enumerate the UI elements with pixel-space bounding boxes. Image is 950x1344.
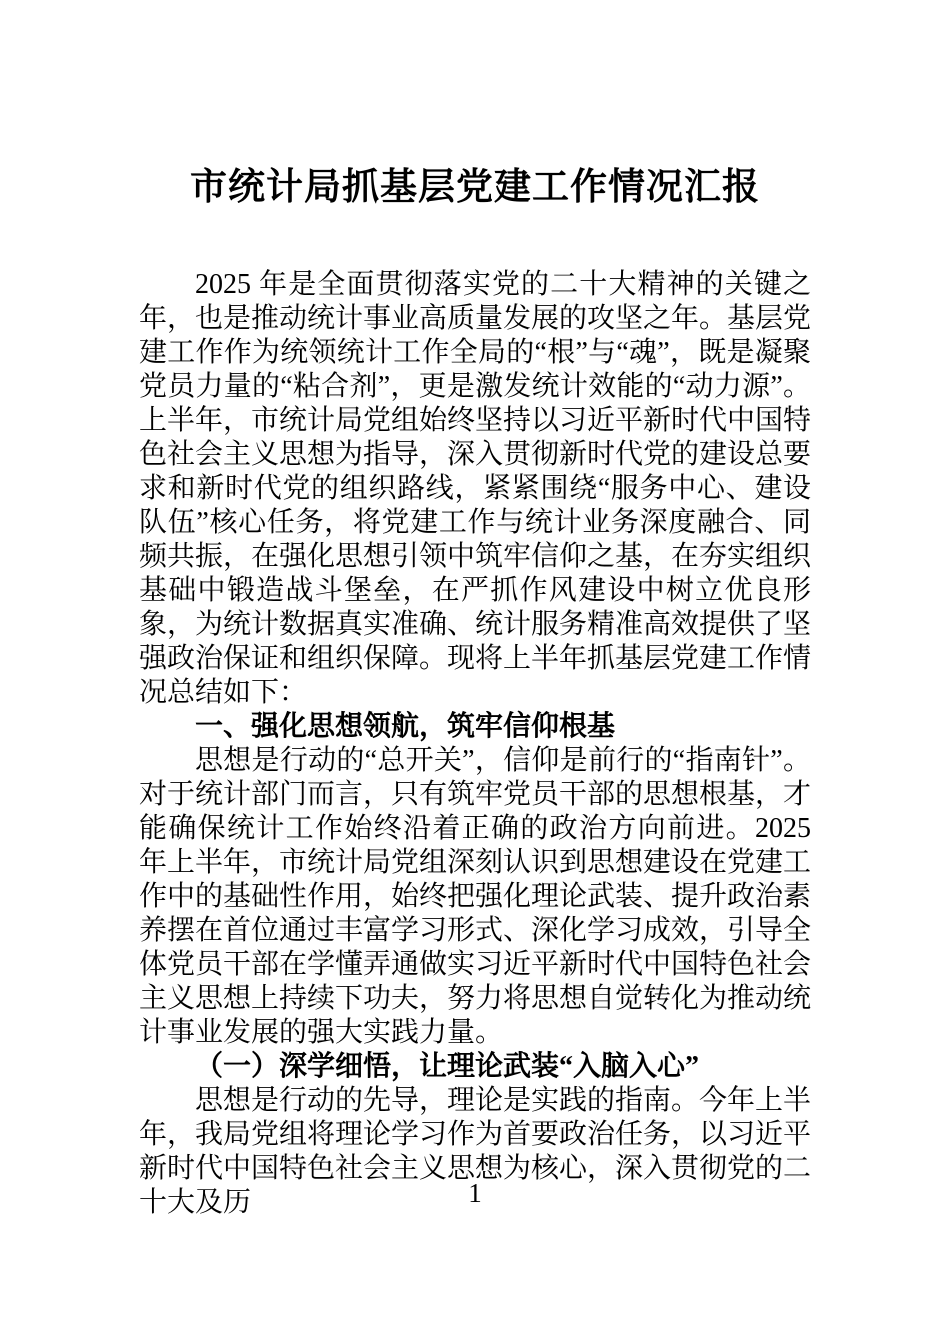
section-heading-1: 一、强化思想领航，筑牢信仰根基 xyxy=(195,711,616,742)
page-number: 1 xyxy=(468,1178,482,1208)
subsection-heading-1-1: （一）深学细悟，让理论武装“入脑入心” xyxy=(195,1051,700,1082)
section-1-paragraph: 思想是行动的“总开关”，信仰是前行的“指南针”。对于统计部门而言，只有筑牢党员干部的思想根基，才能确保统计工作始终沿着正确的政治方向前进。2025 年上半年，市统计局党组深刻认识到思想建设在党建工作中的基础性作用，始终把强化理论武装、提升政治素养摆在首位通过丰富学习形式、深化学习成效，引导全体党员干部在学懂弄通做实习近平新时代中国特色社会主义思想上持续下功夫，努力将思想自觉转化为推动统计事业发展的强大实践力量。 xyxy=(139,745,812,1048)
subsection-1-1-paragraph: 思想是行动的先导，理论是实践的指南。今年上半年，我局党组将理论学习作为首要政治任务，以习近平新时代中国特色社会主义思想为核心，深入贯彻党的二十大及历 xyxy=(139,1085,812,1218)
intro-paragraph: 2025 年是全面贯彻落实党的二十大精神的关键之年，也是推动统计事业高质量发展的攻坚之年。基层党建工作作为统领统计工作全局的“根”与“魂”，既是凝聚党员力量的“粘合剂”，更是激发统计效能的“动力源”。上半年，市统计局党组始终坚持以习近平新时代中国特色社会主义思想为指导，深入贯彻新时代党的建设总要求和新时代党的组织路线，紧紧围绕“服务中心、建设队伍”核心任务，将党建工作与统计业务深度融合、同频共振，在强化思想引领中筑牢信仰之基，在夯实组织基础中锻造战斗堡垒，在严抓作风建设中树立优良形象，为统计数据真实准确、统计服务精准高效提供了坚强政治保证和组织保障。现将上半年抓基层党建工作情况总结如下： xyxy=(139,269,812,708)
document-body xyxy=(139,268,811,1220)
document-title: 市统计局抓基层党建工作情况汇报 xyxy=(190,167,760,208)
